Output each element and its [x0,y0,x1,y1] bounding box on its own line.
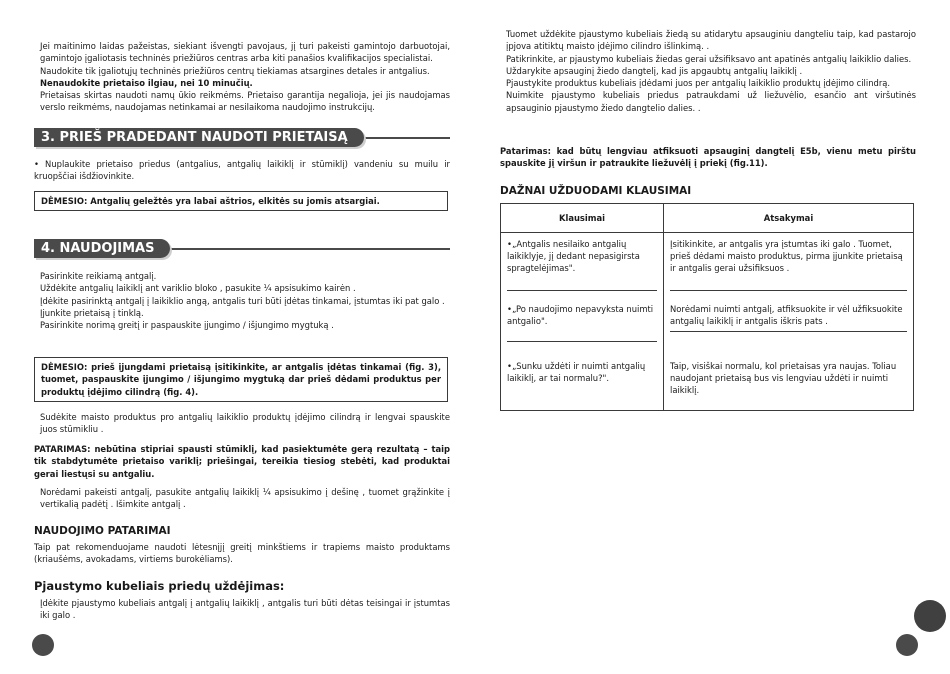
faq-header: Atsakymai [664,204,914,233]
faq-answer [664,298,914,355]
faq-answer-text: Įsitikinkite, ar antgalis yra įstumtas iki galo . Tuomet, prieš dėdami maisto produktus, pirma įjunkite prietaisą ir antgalis gerai užsifiksuos . [670,239,903,273]
step-item: Pasirinkite reikiamą antgalį. [40,271,157,281]
faq-answer: Taip, visiškai normalu, kol prietaisas yra naujas. Toliau naudojant prietaisą bus vis lengviau uždėti ir nuimti laikiklį. [664,355,914,411]
steps-list [506,28,916,114]
step-item: Įdėkite pasirinktą antgalį į laikiklio angą, antgalis turi būti įdėtas tinkamai, įstumtas iki pat galo . [40,295,445,306]
page-marker-icon [32,634,54,656]
faq-question: •„Sunku uždėti ir nuimti antgalių laikiklį, ar tai normalu?". [507,361,646,383]
change-text: Norėdami pakeisti antgalį, pasukite antgalių laikiklį ¼ apsisukimo į dešinę , tuomet grąžinkite į vertikalią padėtį . Išimkite antgalį . [40,487,450,510]
intro-paragraph: Jei maitinimo laidas pažeistas, siekiant išvengti pavojaus, jį turi pakeisti gamintojo darbuotojai, gamintojo įgaliotasis techninės priežiūros centras arba kiti panašios kvalifikacijos specialistai. [40,41,450,64]
warning-text: DĖMESIO: prieš įjungdami prietaisą įsitikinkite, ar antgalis įdėtas tinkamai (fig. 3), tuomet, paspauskite įjungimo / išjungimo mygtuką dar prieš dėdami produktus per produktų įdėjimo cilindrą (fig. 4). [41,362,441,397]
slicer-text: Įdėkite pjaustymo kubeliais antgalį į antgalių laikiklį , antgalis turi būti dėtas teisingai ir įstumtas iki galo . [40,598,450,621]
step-item: Patikrinkite, ar pjaustymo kubeliais žiedas gerai užsifiksavo ant apatinės antgalių laikiklio dalies. [506,53,912,64]
faq-answer [664,233,914,299]
step-item: Uždarykite apsauginį žiedo dangtelį, kad jis apgaubtų antgalių laikiklį . [506,65,803,76]
tip-text: Patarimas: kad būtų lengviau atfiksuoti apsauginį dangtelį E5b, vienu metu pirštu spauskite jį viršun ir patraukite liežuvėlį į priekį (fig.11). [500,146,916,169]
step-item: Nuimkite pjaustymo kubeliais priedus patraukdami už liežuvėlio, esančio ant viršutinės apsauginio pjaustymo žiedo dangtelio dalies. . [506,90,916,113]
intro-block [40,40,450,114]
usage-tips-text: Taip pat rekomenduojame naudoti lėtesnįjį greitį minkštiems ir trapiems maisto produktams (kriaušėms, avokadams, virtiems burokėliams). [34,542,450,565]
step-item: Sudėkite maisto produktus pro antgalių laikiklio produktų įdėjimo cilindrą ir lengvai spauskite juos stūmikliu . [40,412,450,435]
divider [507,341,657,342]
slicer-title: Pjaustymo kubeliais priedų uždėjimas: [34,579,285,593]
page-marker-icon [896,634,918,656]
faq-question-text: •„Po naudojimo nepavyksta nuimti antgalio". [507,304,654,326]
thumb-tab-icon [914,600,946,632]
divider [507,290,657,291]
step-item: Pjaustykite produktus kubeliais įdėdami juos per antgalių laikiklio produktų įdėjimo cilindrą. [506,78,891,89]
warning-text: DĖMESIO: Antgalių geležtės yra labai aštrios, elkitės su jomis atsargiai. [41,196,380,206]
step-item: Pasirinkite norimą greitį ir paspauskite įjungimo / išjungimo mygtuką . [40,320,334,331]
faq-header: Klausimai [501,204,664,233]
faq-table [500,203,914,411]
faq-row [501,298,914,355]
faq-title: DAŽNAI UŽDUODAMI KLAUSIMAI [500,185,692,197]
faq-question [501,233,664,299]
section-3-text: • Nuplaukite prietaiso priedus (antgalius, antgalių laikiklį ir stūmiklį) vandeniu su muilu ir kruopščiai išdžiovinkite. [34,159,450,182]
usage-tips-title: NAUDOJIMO PATARIMAI [34,525,171,537]
step-item: Tuomet uždėkite pjaustymo kubeliais žiedą su atidarytu apsauginiu dangteliu taip, kad pastarojo įpjova atitiktų maisto įdėjimo cilindro išlinkimą. . [506,29,916,52]
intro-paragraph: Prietaisas skirtas naudoti namų ūkio reikmėms. Prietaiso garantija negalioja, jei jis naudojamas verslo reikmėms, naudojamas netinkamai ar nesilaikoma naudojimo instrukcijų. [40,90,450,113]
steps-list [40,270,450,331]
divider [670,290,907,291]
divider [670,331,907,332]
step-item: Uždėkite antgalių laikiklį ant variklio bloko , pasukite ¼ apsisukimo kairėn . [40,283,356,294]
warning-box [34,357,448,402]
faq-question [501,298,664,355]
intro-paragraph: Naudokite tik įgaliotųjų techninės priežiūros centrų tiekiamas atsargines detales ir antgalius. [40,65,430,76]
faq-answer-text: Norėdami nuimti antgalį, atfiksuokite ir vėl užfiksuokite antgalių laikiklį ir antgalis iškris pats . [670,304,903,326]
step-item: Įjunkite prietaisą į tinklą. [40,307,144,318]
section-3-title: 3. PRIEŠ PRADEDANT NAUDOTI PRIETAISĄ [34,128,364,147]
tip-text: PATARIMAS: nebūtina stipriai spausti stūmiklį, kad pasiektumėte gerą rezultatą – taip tik stabdytumėte prietaiso variklį; priešingai, tereikia tiesiog stebėti, kad produktai gerai liestųsi su antgaliu. [34,444,450,479]
section-4-title: 4. NAUDOJIMAS [34,239,170,258]
intro-warning: Nenaudokite prietaiso ilgiau, nei 10 minučių. [40,77,253,88]
faq-question-text: •„Antgalis nesilaiko antgalių laikiklyje, jį dedant nepasigirsta spragtelėjimas". [507,239,640,273]
faq-header-row [501,204,914,233]
faq-row [501,233,914,299]
faq-row [501,355,914,411]
warning-box [34,191,448,211]
